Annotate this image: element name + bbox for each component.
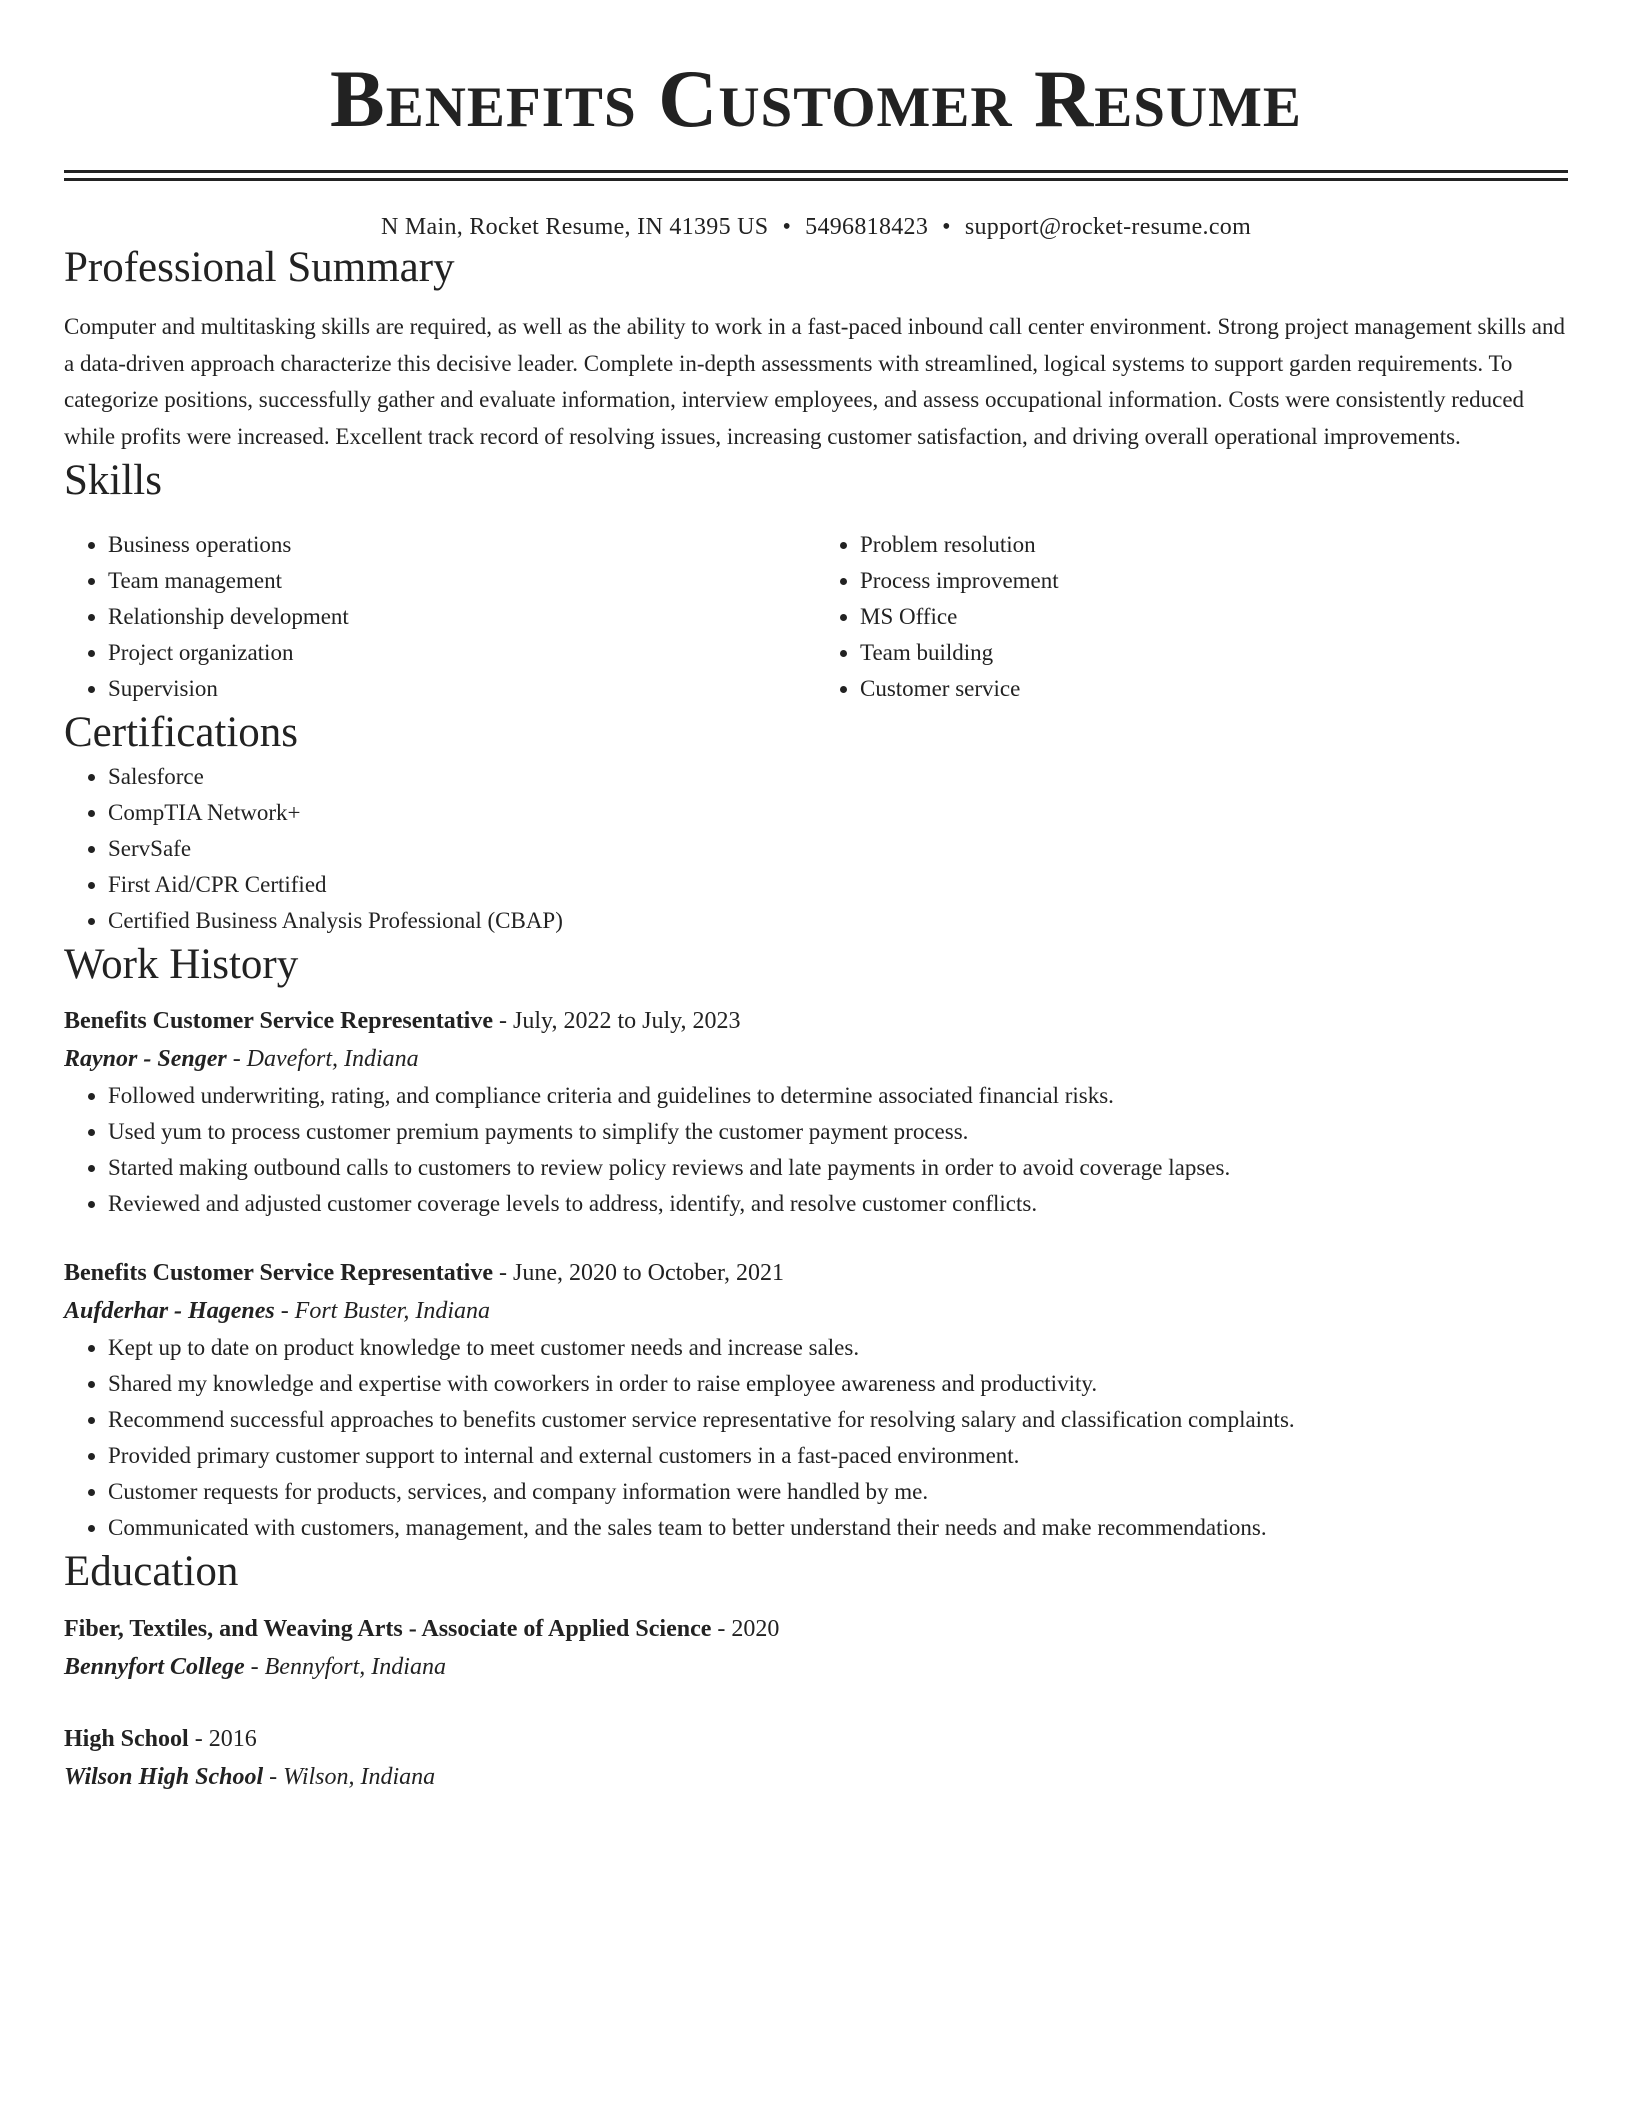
summary-text: Computer and multitasking skills are required, as well as the ability to work in a fast-paced inbound call center environment. Strong project management skills and a data-driven approach characterize this decisive leader. Complete in-depth assessments with streamlined, logical systems to support garden requirements. To categorize positions, successfully gather and evaluate information, interview employees, and assess occupational information. Costs were consistently reduced while profits were increased. Excellent track record of resolving issues, increasing customer satisfaction, and driving overall operational improvements. [64,314,1565,449]
certification-item: • Certified Business Analysis Professional (CBAP) [108,903,1568,939]
certifications-heading: Certifications [64,708,299,756]
job-duties-list [64,1078,1568,1222]
certifications-list [64,759,1568,939]
job-duty-item: • Kept up to date on product knowledge to meet customer needs and increase sales. [108,1330,1568,1366]
certification-item: • CompTIA Network+ [108,795,1568,831]
job-duty-item: • Provided primary customer support to internal and external customers in a fast-paced environment. [108,1438,1568,1474]
job-duty-item: • Reviewed and adjusted customer coverage levels to address, identify, and resolve customer conflicts. [108,1186,1568,1222]
job-title-line [64,1002,1568,1040]
job-employer: Aufderhar - Hagenes [64,1298,275,1325]
job-title-line [64,1254,1568,1292]
certification-item: • First Aid/CPR Certified [108,867,1568,903]
contact-phone: 5496818423 [805,214,929,240]
job-duty-item: • Followed underwriting, rating, and compliance criteria and guidelines to determine associated financial risks. [108,1078,1568,1114]
degree-name: Fiber, Textiles, and Weaving Arts - Associate of Applied Science [64,1615,712,1642]
job-employer: Raynor - Senger [64,1046,227,1073]
job-dates: - July, 2022 to July, 2023 [493,1008,741,1035]
work-history-heading: Work History [64,940,299,988]
degree-line [64,1610,1568,1648]
job-role: Benefits Customer Service Representative [64,1008,493,1035]
job-duty-item: • Shared my knowledge and expertise with coworkers in order to raise employee awareness and productivity. [108,1366,1568,1402]
school-line [64,1758,1568,1796]
degree-year: - 2020 [711,1615,780,1642]
degree-line [64,1720,1568,1758]
job-location: - Davefort, Indiana [226,1046,419,1073]
skill-item: • MS Office [860,599,1568,635]
skill-item: • Supervision [108,671,816,707]
skill-item: • Relationship development [108,599,816,635]
school-line [64,1648,1568,1686]
skill-item: • Team building [860,635,1568,671]
summary-heading: Professional Summary [64,243,455,291]
school-location: - Wilson, Indiana [263,1763,436,1790]
title-double-rule [64,170,1568,181]
degree-year: - 2016 [188,1725,257,1752]
skill-item: • Team management [108,563,816,599]
job-duties-list [64,1330,1568,1546]
job-employer-line [64,1040,1568,1078]
job-duty-item: • Started making outbound calls to customers to review policy reviews and late payments in order to avoid coverage lapses. [108,1150,1568,1186]
certification-item: • Salesforce [108,759,1568,795]
contact-separator: • [782,214,792,240]
school-location: - Bennyfort, Indiana [244,1653,446,1680]
skill-item: • Business operations [108,527,816,563]
skill-item: • Customer service [860,671,1568,707]
job-duty-item: • Communicated with customers, management, and the sales team to better understand their needs and make recommendations. [108,1510,1568,1546]
skills-heading: Skills [64,457,162,505]
job-location: - Fort Buster, Indiana [274,1298,491,1325]
job-duty-item: • Customer requests for products, services, and company information were handled by me. [108,1474,1568,1510]
resume-title: Benefits Customer Resume [330,53,1302,144]
job-employer-line [64,1292,1568,1330]
skill-item: • Project organization [108,635,816,671]
skill-item: • Process improvement [860,563,1568,599]
skills-list-left [64,527,816,707]
job-duty-item: • Used yum to process customer premium payments to simplify the customer payment process. [108,1114,1568,1150]
certification-item: • ServSafe [108,831,1568,867]
contact-email: support@rocket-resume.com [964,214,1252,240]
skill-item: • Problem resolution [860,527,1568,563]
contact-separator: • [942,214,951,240]
education-heading: Education [64,1548,239,1596]
skills-columns [64,527,1568,707]
degree-name: High School [64,1725,189,1752]
skills-list-right [816,527,1568,707]
job-duty-item: • Recommend successful approaches to benefits customer service representative for resolving salary and classification complaints. [108,1402,1568,1438]
job-dates: - June, 2020 to October, 2021 [493,1260,784,1287]
contact-line [64,213,1568,242]
contact-address: N Main, Rocket Resume, IN 41395 US [380,214,769,240]
job-role: Benefits Customer Service Representative [64,1260,493,1287]
school-name: Wilson High School [64,1763,264,1790]
school-name: Bennyfort College [64,1653,245,1680]
